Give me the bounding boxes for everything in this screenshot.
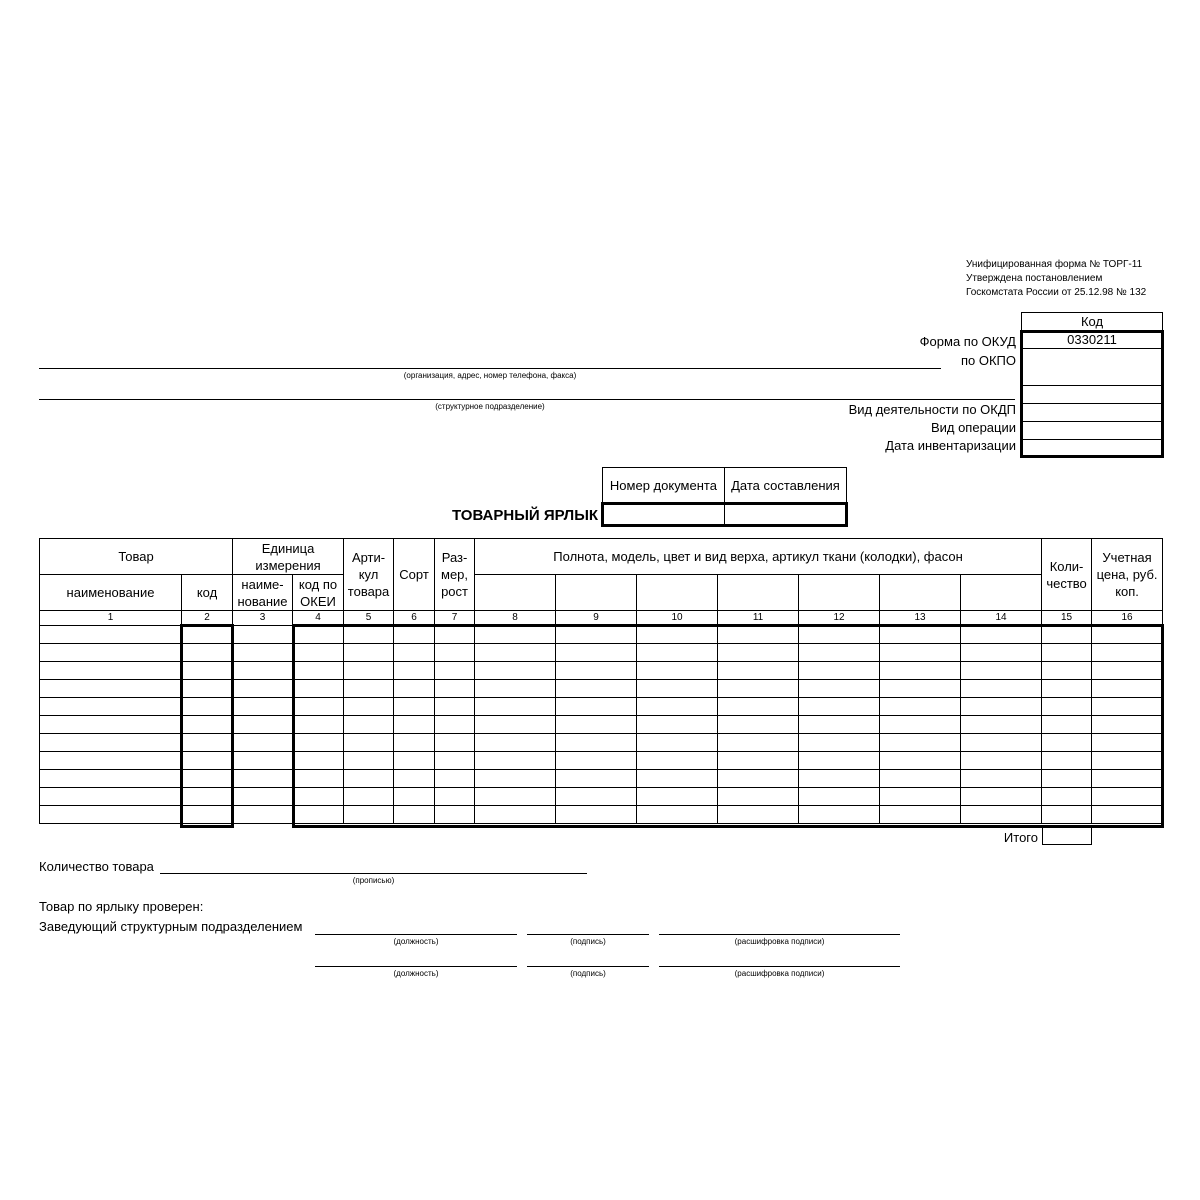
table-cell[interactable]: [293, 788, 344, 806]
position-line-2[interactable]: [315, 966, 517, 967]
table-cell[interactable]: [1042, 752, 1092, 770]
col-num: 16: [1092, 611, 1163, 626]
table-cell[interactable]: [233, 806, 293, 824]
table-cell[interactable]: [394, 770, 435, 788]
table-cell[interactable]: [233, 734, 293, 752]
table-row: [40, 734, 1163, 752]
signature-caption-1: (подпись): [570, 937, 606, 946]
table-cell[interactable]: [961, 788, 1042, 806]
table-cell[interactable]: [1042, 788, 1092, 806]
table-cell[interactable]: [233, 752, 293, 770]
table-cell[interactable]: [961, 644, 1042, 662]
table-cell[interactable]: [233, 770, 293, 788]
position-line-1[interactable]: [315, 934, 517, 935]
col-num: 5: [344, 611, 394, 626]
table-row: [40, 644, 1163, 662]
table-cell[interactable]: [435, 806, 475, 824]
table-cell[interactable]: [718, 662, 799, 680]
table-cell[interactable]: [40, 626, 182, 644]
qty-label: Количество товара: [39, 859, 154, 874]
total-value[interactable]: [1042, 827, 1092, 845]
table-cell[interactable]: [435, 644, 475, 662]
table-cell[interactable]: [1092, 626, 1163, 644]
table-cell[interactable]: [637, 806, 718, 824]
table-cell[interactable]: [1042, 662, 1092, 680]
table-cell[interactable]: [799, 662, 880, 680]
table-cell[interactable]: [1042, 698, 1092, 716]
unit-head: Единица измерения: [233, 539, 344, 575]
table-cell[interactable]: [293, 752, 344, 770]
table-cell[interactable]: [394, 716, 435, 734]
decode-line-1[interactable]: [659, 934, 900, 935]
table-cell[interactable]: [40, 788, 182, 806]
table-cell[interactable]: [233, 644, 293, 662]
table-cell[interactable]: [435, 788, 475, 806]
table-cell[interactable]: [880, 662, 961, 680]
table-cell[interactable]: [435, 752, 475, 770]
table-cell[interactable]: [40, 662, 182, 680]
table-cell[interactable]: [961, 770, 1042, 788]
table-cell[interactable]: [475, 716, 556, 734]
head-label: Заведующий структурным подразделением: [39, 919, 303, 934]
table-cell[interactable]: [880, 770, 961, 788]
table-cell[interactable]: [718, 734, 799, 752]
table-cell[interactable]: [233, 788, 293, 806]
fullness-sub-9: [556, 575, 637, 611]
unit-name-head: наиме-нование: [233, 575, 293, 611]
code-box: [1021, 312, 1163, 458]
table-cell[interactable]: [293, 716, 344, 734]
table-cell[interactable]: [475, 770, 556, 788]
table-cell[interactable]: [1092, 788, 1163, 806]
table-cell[interactable]: [637, 626, 718, 644]
table-cell[interactable]: [556, 662, 637, 680]
table-cell[interactable]: [40, 698, 182, 716]
table-cell[interactable]: [1092, 680, 1163, 698]
table-cell[interactable]: [293, 644, 344, 662]
quantity-head: Коли-чество: [1042, 539, 1092, 611]
form-header-line3: Госкомстата России от 25.12.98 № 132: [966, 287, 1147, 298]
table-cell[interactable]: [637, 734, 718, 752]
table-cell[interactable]: [718, 644, 799, 662]
table-cell[interactable]: [40, 734, 182, 752]
table-cell[interactable]: [880, 680, 961, 698]
table-row: [40, 626, 1163, 644]
table-cell[interactable]: [961, 662, 1042, 680]
table-cell[interactable]: [344, 698, 394, 716]
table-cell[interactable]: [40, 644, 182, 662]
table-row: [40, 770, 1163, 788]
table-cell[interactable]: [182, 752, 233, 770]
table-cell[interactable]: [880, 752, 961, 770]
unit-okei-head: код по ОКЕИ: [293, 575, 344, 611]
table-row: [40, 788, 1163, 806]
table-cell[interactable]: [394, 626, 435, 644]
table-row: [40, 680, 1163, 698]
table-cell[interactable]: [961, 806, 1042, 824]
okpo-label: по ОКПО: [960, 353, 1016, 368]
table-cell[interactable]: [799, 806, 880, 824]
decode-caption-1: (расшифровка подписи): [734, 937, 825, 946]
col-num: 11: [718, 611, 799, 626]
org-line[interactable]: [39, 368, 941, 369]
checked-label: Товар по ярлыку проверен:: [39, 899, 204, 914]
table-cell[interactable]: [293, 680, 344, 698]
table-cell[interactable]: [556, 734, 637, 752]
table-cell[interactable]: [961, 680, 1042, 698]
fullness-sub-14: [961, 575, 1042, 611]
table-cell[interactable]: [40, 716, 182, 734]
table-cell[interactable]: [961, 698, 1042, 716]
col-num: 14: [961, 611, 1042, 626]
table-cell[interactable]: [556, 644, 637, 662]
table-cell[interactable]: [344, 770, 394, 788]
table-row: [40, 662, 1163, 680]
table-row: [40, 752, 1163, 770]
table-cell[interactable]: [718, 788, 799, 806]
table-cell[interactable]: [435, 716, 475, 734]
table-cell[interactable]: [718, 770, 799, 788]
table-cell[interactable]: [475, 680, 556, 698]
table-cell[interactable]: [182, 806, 233, 824]
table-cell[interactable]: [344, 788, 394, 806]
position-caption-2: (должность): [393, 969, 439, 978]
qty-caption: (прописью): [352, 876, 395, 885]
table-cell[interactable]: [394, 752, 435, 770]
doc-box: [602, 467, 847, 525]
fullness-sub-10: [637, 575, 718, 611]
table-cell[interactable]: [293, 806, 344, 824]
table-cell[interactable]: [182, 698, 233, 716]
table-cell[interactable]: [1092, 770, 1163, 788]
table-cell[interactable]: [880, 788, 961, 806]
table-row: [40, 806, 1163, 824]
position-caption-1: (должность): [393, 937, 439, 946]
goods-table: [39, 538, 1163, 824]
table-cell[interactable]: [556, 680, 637, 698]
okpo-extra[interactable]: [1022, 386, 1163, 404]
col-num: 2: [182, 611, 233, 626]
table-cell[interactable]: [40, 806, 182, 824]
table-cell[interactable]: [435, 680, 475, 698]
form-header: [966, 258, 1146, 300]
table-cell[interactable]: [394, 644, 435, 662]
table-cell[interactable]: [637, 680, 718, 698]
table-cell[interactable]: [1092, 698, 1163, 716]
col-num: 15: [1042, 611, 1092, 626]
table-cell[interactable]: [718, 698, 799, 716]
table-cell[interactable]: [435, 662, 475, 680]
fullness-sub-13: [880, 575, 961, 611]
table-cell[interactable]: [435, 698, 475, 716]
signature-caption-2: (подпись): [570, 969, 606, 978]
doc-number-head: Номер документа: [603, 468, 725, 504]
col-num: 13: [880, 611, 961, 626]
table-cell[interactable]: [718, 680, 799, 698]
table-cell[interactable]: [394, 662, 435, 680]
table-cell[interactable]: [1042, 626, 1092, 644]
table-cell[interactable]: [637, 788, 718, 806]
dept-line[interactable]: [39, 399, 1015, 400]
col-num: 4: [293, 611, 344, 626]
name-head: наименование: [40, 575, 182, 611]
signature-line-1[interactable]: [527, 934, 649, 935]
table-cell[interactable]: [182, 662, 233, 680]
table-cell[interactable]: [394, 680, 435, 698]
okpo-value[interactable]: [1022, 349, 1163, 386]
decode-line-2[interactable]: [659, 966, 900, 967]
table-cell[interactable]: [799, 626, 880, 644]
article-head: Арти-кул товара: [344, 539, 394, 611]
table-cell[interactable]: [1092, 662, 1163, 680]
table-cell[interactable]: [475, 734, 556, 752]
col-num: 12: [799, 611, 880, 626]
table-cell[interactable]: [1042, 680, 1092, 698]
table-cell[interactable]: [394, 788, 435, 806]
table-cell[interactable]: [637, 752, 718, 770]
table-cell[interactable]: [718, 806, 799, 824]
table-cell[interactable]: [880, 806, 961, 824]
table-cell[interactable]: [880, 734, 961, 752]
table-cell[interactable]: [233, 698, 293, 716]
table-cell[interactable]: [1092, 806, 1163, 824]
table-cell[interactable]: [344, 752, 394, 770]
table-cell[interactable]: [182, 734, 233, 752]
table-cell[interactable]: [880, 626, 961, 644]
table-cell[interactable]: [799, 734, 880, 752]
table-cell[interactable]: [799, 752, 880, 770]
col-num: 10: [637, 611, 718, 626]
grade-head: Сорт: [394, 539, 435, 611]
inventory-date-label: Дата инвентаризации: [885, 438, 1016, 453]
table-cell[interactable]: [435, 626, 475, 644]
col-num: 3: [233, 611, 293, 626]
doc-number-value[interactable]: [603, 504, 725, 525]
table-cell[interactable]: [556, 788, 637, 806]
table-cell[interactable]: [799, 698, 880, 716]
okdp-value[interactable]: [1022, 404, 1163, 422]
table-cell[interactable]: [1042, 734, 1092, 752]
table-cell[interactable]: [293, 662, 344, 680]
price-head: Учетная цена, руб. коп.: [1092, 539, 1163, 611]
table-cell[interactable]: [880, 716, 961, 734]
table-cell[interactable]: [233, 680, 293, 698]
table-cell[interactable]: [556, 626, 637, 644]
table-cell[interactable]: [475, 698, 556, 716]
table-cell[interactable]: [556, 716, 637, 734]
table-cell[interactable]: [799, 716, 880, 734]
table-cell[interactable]: [961, 626, 1042, 644]
table-cell[interactable]: [556, 752, 637, 770]
table-cell[interactable]: [475, 752, 556, 770]
table-cell[interactable]: [344, 716, 394, 734]
form-header-line1: Унифицированная форма № ТОРГ-11: [966, 259, 1143, 270]
form-header-line2: Утверждена постановлением: [966, 273, 1103, 284]
signature-line-2[interactable]: [527, 966, 649, 967]
table-cell[interactable]: [233, 662, 293, 680]
table-cell[interactable]: [475, 806, 556, 824]
fullness-head: Полнота, модель, цвет и вид верха, артикул ткани (колодки), фасон: [475, 539, 1042, 575]
table-cell[interactable]: [435, 770, 475, 788]
table-cell[interactable]: [394, 734, 435, 752]
total-label: Итого: [1003, 830, 1038, 845]
okud-value[interactable]: 0330211: [1022, 331, 1163, 349]
table-cell[interactable]: [718, 626, 799, 644]
table-cell[interactable]: [40, 770, 182, 788]
table-cell[interactable]: [799, 644, 880, 662]
column-numbers-row: [40, 611, 1163, 626]
code-col-head: код: [182, 575, 233, 611]
table-cell[interactable]: [233, 716, 293, 734]
col-num: 6: [394, 611, 435, 626]
table-cell[interactable]: [435, 734, 475, 752]
table-cell[interactable]: [344, 806, 394, 824]
table-cell[interactable]: [1042, 770, 1092, 788]
okdp-label: Вид деятельности по ОКДП: [848, 402, 1016, 417]
fullness-sub-8: [475, 575, 556, 611]
inventory-date-value[interactable]: [1022, 440, 1163, 458]
table-cell[interactable]: [637, 698, 718, 716]
fullness-sub-11: [718, 575, 799, 611]
dept-caption: (структурное подразделение): [435, 402, 545, 411]
table-cell[interactable]: [880, 698, 961, 716]
table-cell[interactable]: [182, 788, 233, 806]
doc-date-value[interactable]: [724, 504, 846, 525]
doc-date-head: Дата составления: [724, 468, 846, 504]
table-cell[interactable]: [344, 644, 394, 662]
col-num: 8: [475, 611, 556, 626]
table-cell[interactable]: [718, 752, 799, 770]
table-cell[interactable]: [344, 662, 394, 680]
table-row: [40, 716, 1163, 734]
table-cell[interactable]: [1042, 644, 1092, 662]
table-cell[interactable]: [475, 626, 556, 644]
table-cell[interactable]: [637, 716, 718, 734]
operation-label: Вид операции: [930, 420, 1016, 435]
table-cell[interactable]: [293, 770, 344, 788]
fullness-sub-12: [799, 575, 880, 611]
table-cell[interactable]: [961, 734, 1042, 752]
table-cell[interactable]: [40, 680, 182, 698]
decode-caption-2: (расшифровка подписи): [734, 969, 825, 978]
okud-label: Форма по ОКУД: [919, 334, 1016, 349]
table-cell[interactable]: [961, 752, 1042, 770]
table-cell[interactable]: [233, 626, 293, 644]
org-caption: (организация, адрес, номер телефона, факса): [403, 371, 577, 380]
table-cell[interactable]: [182, 644, 233, 662]
table-cell[interactable]: [556, 806, 637, 824]
table-cell[interactable]: [1042, 806, 1092, 824]
table-cell[interactable]: [344, 626, 394, 644]
table-cell[interactable]: [1092, 716, 1163, 734]
table-cell[interactable]: [637, 662, 718, 680]
table-cell[interactable]: [394, 806, 435, 824]
size-head: Раз-мер, рост: [435, 539, 475, 611]
table-cell[interactable]: [556, 770, 637, 788]
table-cell[interactable]: [799, 770, 880, 788]
table-cell[interactable]: [293, 698, 344, 716]
table-cell[interactable]: [961, 716, 1042, 734]
table-cell[interactable]: [40, 752, 182, 770]
table-cell[interactable]: [182, 626, 233, 644]
code-head: Код: [1022, 313, 1163, 331]
table-cell[interactable]: [293, 626, 344, 644]
table-cell[interactable]: [475, 644, 556, 662]
qty-line[interactable]: [160, 873, 587, 874]
table-cell[interactable]: [293, 734, 344, 752]
table-cell[interactable]: [344, 734, 394, 752]
col-num: 7: [435, 611, 475, 626]
table-cell[interactable]: [799, 788, 880, 806]
table-cell[interactable]: [556, 698, 637, 716]
table-cell[interactable]: [182, 680, 233, 698]
col-num: 9: [556, 611, 637, 626]
table-cell[interactable]: [637, 644, 718, 662]
table-row: [40, 698, 1163, 716]
table-cell[interactable]: [1042, 716, 1092, 734]
document-title: ТОВАРНЫЙ ЯРЛЫК: [452, 507, 599, 524]
table-cell[interactable]: [182, 770, 233, 788]
table-cell[interactable]: [1092, 734, 1163, 752]
operation-value[interactable]: [1022, 422, 1163, 440]
table-cell[interactable]: [182, 716, 233, 734]
table-cell[interactable]: [1092, 644, 1163, 662]
table-cell[interactable]: [344, 680, 394, 698]
table-cell[interactable]: [1092, 752, 1163, 770]
table-cell[interactable]: [718, 716, 799, 734]
col-num: 1: [40, 611, 182, 626]
table-cell[interactable]: [880, 644, 961, 662]
goods-head: Товар: [40, 539, 233, 575]
table-cell[interactable]: [475, 788, 556, 806]
table-cell[interactable]: [394, 698, 435, 716]
table-cell[interactable]: [475, 662, 556, 680]
table-cell[interactable]: [799, 680, 880, 698]
table-cell[interactable]: [637, 770, 718, 788]
